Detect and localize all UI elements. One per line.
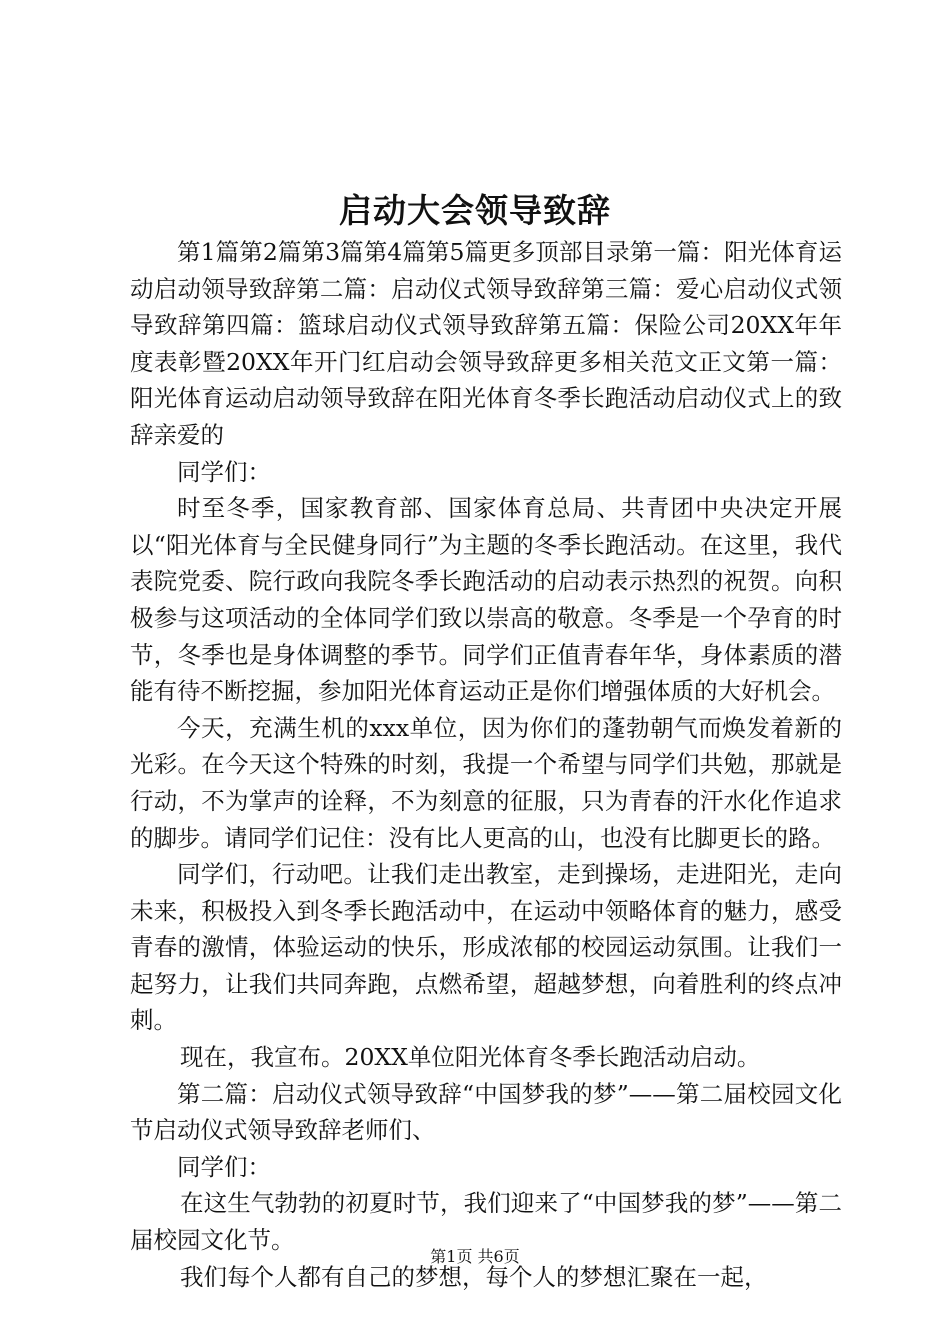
paragraph: 在这生气勃勃的初夏时节，我们迎来了“中国梦我的梦”——第二届校园文化节。 [130,1189,842,1255]
paragraph: 今天，充满生机的xxx单位，因为你们的蓬勃朝气而焕发着新的光彩。在今天这个特殊的时刻，我提一个希望与同学们共勉，那就是行动，不为掌声的诠释，不为刻意的征服，只为青春的汗水化作追求的脚步。请同学们记住：没有比人更高的山，也没有比脚更长的路。 [130,713,842,852]
paragraph: 我们每个人都有自己的梦想，每个人的梦想汇聚在一起， [180,1262,768,1291]
paragraph-salutation: 同学们： [177,457,271,486]
paragraph-announcement: 现在，我宣布。20XX单位阳光体育冬季长跑活动启动。 [180,1043,761,1072]
document-title: 启动大会领导致辞 [339,191,611,230]
paragraph-toc: 第1篇第2篇第3篇第4篇第5篇更多顶部目录第一篇：阳光体育运动启动领导致辞第二篇：启动仪式领导致辞第三篇：爱心启动仪式领导致辞第四篇：篮球启动仪式领导致辞第五篇：保险公司20XX年年度表彰暨20XX年开门红启动会领导致辞更多相关范文正文第一篇：阳光体育运动启动领导致辞在阳光体育冬季长跑活动启动仪式上的致辞亲爱的 [130,238,842,449]
paragraph-salutation: 同学们： [177,1152,271,1181]
paragraph: 同学们，行动吧。让我们走出教室，走到操场，走进阳光，走向未来，积极投入到冬季长跑活动中，在运动中领略体育的魅力，感受青春的激情，体验运动的快乐，形成浓郁的校园运动氛围。让我们一起努力，让我们共同奔跑，点燃希望，超越梦想，向着胜利的终点冲刺。 [130,860,842,1035]
document-body [130,234,842,1295]
page-footer: 第1页 共6页 [430,1247,520,1266]
paragraph: 时至冬季，国家教育部、国家体育总局、共青团中央决定开展以“阳光体育与全民健身同行”为主题的冬季长跑活动。在这里，我代表院党委、院行政向我院冬季长跑活动的启动表示热烈的祝贺。向积极参与这项活动的全体同学们致以崇高的敬意。冬季是一个孕育的时节，冬季也是身体调整的季节。同学们正值青春年华，身体素质的潜能有待不断挖掘，参加阳光体育运动正是你们增强体质的大好机会。 [130,494,842,706]
paragraph-section-heading: 第二篇：启动仪式领导致辞“中国梦我的梦”——第二届校园文化节启动仪式领导致辞老师们、 [130,1079,842,1145]
